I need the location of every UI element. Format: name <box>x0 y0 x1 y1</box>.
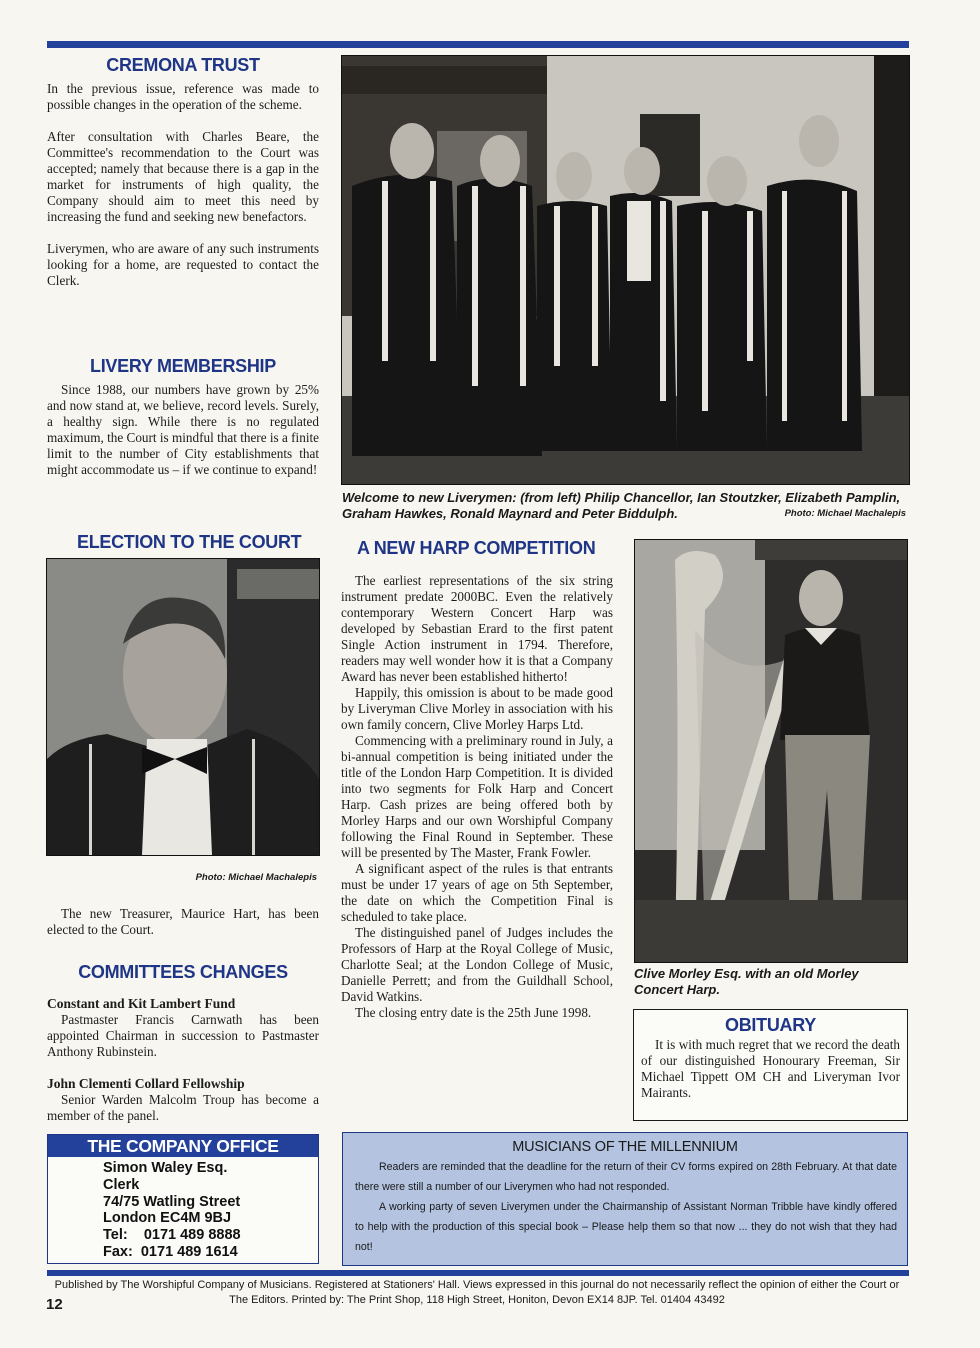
harp-paragraph: Commencing with a preliminary round in July, a bi-annual competition is being initiated under the title of the London Harp Competition. It is divided into two segments for Folk Harp and Concert Harp. Cash prizes are being offered both by Morley Harps and our own Worshipful Company following the Final Round in September. These will be presented by The Master, Frank Fowler. <box>341 733 613 860</box>
election-text <box>47 906 319 938</box>
obituary-box <box>633 1009 908 1121</box>
office-fax: Fax: 0171 489 1614 <box>103 1243 238 1260</box>
millennium-paragraph: A working party of seven Liverymen under the Chairmanship of Assistant Norman Tribble have kindly offered to help with the production of this special book – Please help them so that now ... they do not wish that they had not! <box>355 1201 897 1253</box>
committee-item-title: John Clementi Collard Fellowship <box>47 1076 245 1091</box>
committees-section <box>47 962 319 1124</box>
harp-competition-heading: A NEW HARP COMPETITION <box>357 538 596 558</box>
harp-paragraph: The earliest representations of the six string instrument predate 2000BC. Even the relatively contemporary Western Concert Harp was developed by Sebastian Erard to the first patent Single Action instrument in 1794. Therefore, readers may well wonder how it is that a Company Award has never been established hitherto! <box>341 573 613 684</box>
livery-membership-paragraph: Since 1988, our numbers have grown by 25% and now stand at, we believe, record levels. Surely, a healthy sign. While there is no regulated maximum, the Court is mindful that there is a finite limit to the number of City establishments that might accommodate us – if we continue to expand! <box>47 382 319 477</box>
millennium-paragraph: Readers are reminded that the deadline for the return of their CV forms expired on 28th February. At that date there were still a number of our Liverymen who had not responded. <box>355 1161 897 1193</box>
cremona-trust-section <box>47 55 319 289</box>
company-office-heading: THE COMPANY OFFICE <box>48 1135 318 1157</box>
company-office-box <box>47 1134 319 1264</box>
harp-paragraph: The closing entry date is the 25th June 1998. <box>355 1005 592 1020</box>
election-photo-credit: Photo: Michael Machalepis <box>195 872 317 883</box>
harp-photo-caption: Clive Morley Esq. with an old Morley Concert Harp. <box>634 966 859 997</box>
office-telephone: Tel: 0171 489 8888 <box>103 1227 241 1244</box>
office-street: 74/75 Watling Street <box>103 1193 241 1210</box>
election-heading: ELECTION TO THE COURT <box>77 532 302 552</box>
company-office-details <box>48 1157 318 1261</box>
committee-item-title: Constant and Kit Lambert Fund <box>47 996 236 1011</box>
millennium-heading: MUSICIANS OF THE MILLENNIUM <box>512 1139 738 1155</box>
millennium-box <box>342 1132 908 1266</box>
livery-membership-section <box>47 356 319 478</box>
election-paragraph: The new Treasurer, Maurice Hart, has been elected to the Court. <box>47 906 319 937</box>
office-name: Simon Waley Esq. <box>103 1160 228 1176</box>
obituary-text: It is with much regret that we record the death of our distinguished Honourary Freeman, Sir Michael Tippett OM CH and Liveryman Ivor Mairants. <box>641 1037 900 1100</box>
cremona-trust-paragraph: After consultation with Charles Beare, the Committee's recommendation to the Court was accepted; namely that because there is a gap in the market for instruments of high quality, the Company should aim to meet this need by increasing the fund and seeking new benefactors. <box>47 129 319 224</box>
maurice-hart-photo <box>46 558 320 856</box>
office-role: Clerk <box>103 1176 140 1193</box>
livery-membership-heading: LIVERY MEMBERSHIP <box>90 356 276 376</box>
obituary-heading: OBITUARY <box>725 1015 816 1035</box>
page-number: 12 <box>46 1296 63 1313</box>
group-photo-image-icon <box>342 56 909 484</box>
group-photo-credit: Photo: Michael Machalepis <box>784 508 906 519</box>
harp-paragraph: Happily, this omission is about to be made good by Liveryman Clive Morley in association with his own family concern, Clive Morley Harps Ltd. <box>341 685 613 732</box>
group-photo-caption: Welcome to new Liverymen: (from left) Philip Chancellor, Ian Stoutzker, Elizabeth Pamplin, Graham Hawkes, Ronald Maynard and Peter Biddulph. <box>342 490 901 521</box>
new-liverymen-photo <box>341 55 910 485</box>
publisher-footer: Published by The Worshipful Company of Musicians. Registered at Stationers' Hall. Views expressed in this journal do not necessarily reflect the opinion of either the Court or The Editors. Printed by: The Print Shop, 118 High Street, Honiton, Devon EX14 8JP. Tel. 01404 43492 <box>54 1279 900 1306</box>
cremona-trust-paragraph: Liverymen, who are aware of any such instruments looking for a home, are requested to contact the Clerk. <box>47 241 319 288</box>
committee-item-text: Pastmaster Francis Carnwath has been appointed Chairman in succession to Pastmaster Anthony Rubinstein. <box>47 1012 319 1059</box>
committees-heading: COMMITTEES CHANGES <box>78 962 288 982</box>
portrait-image-icon <box>47 559 319 855</box>
election-section <box>47 532 319 553</box>
cremona-trust-paragraph: In the previous issue, reference was made to possible changes in the operation of the scheme. <box>47 81 319 112</box>
committee-item-text: Senior Warden Malcolm Troup has become a member of the panel. <box>47 1092 319 1123</box>
bottom-rule <box>47 1270 909 1276</box>
office-city-postcode: London EC4M 9BJ <box>103 1210 232 1227</box>
cremona-trust-heading: CREMONA TRUST <box>106 55 260 75</box>
harp-paragraph: The distinguished panel of Judges includes the Professors of Harp at the Royal College of Music, Charlotte Seal; at the London College of Music, Danielle Perrett; and from the Guildhall School, David Watkins. <box>341 925 613 1004</box>
top-rule <box>47 41 909 48</box>
harp-competition-section <box>341 538 613 1021</box>
harp-paragraph: A significant aspect of the rules is that entrants must be under 17 years of age on 5th September, the date on which the Competition Final is scheduled to take place. <box>341 861 613 924</box>
harp-photo-image-icon <box>635 540 907 962</box>
clive-morley-photo <box>634 539 908 963</box>
